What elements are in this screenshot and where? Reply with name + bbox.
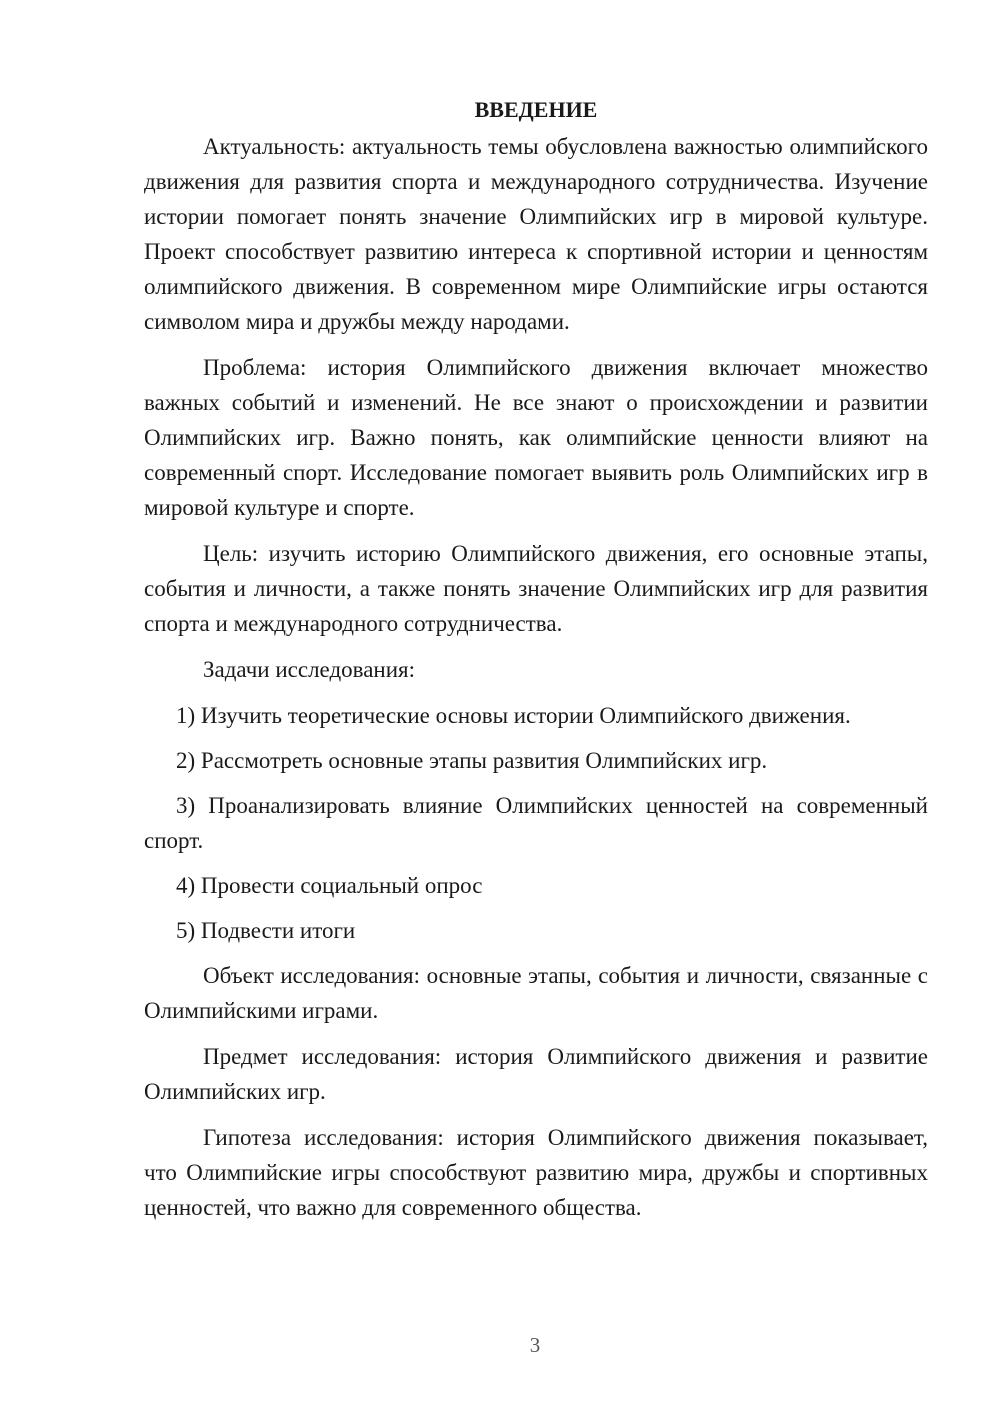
section-title: ВВЕДЕНИЕ xyxy=(474,97,598,122)
paragraph-hypothesis: Гипотеза исследования: история Олимпийского движения показывает, что Олимпийские игры способствуют развитию мира, дружбы и спортивных ценностей, что важно для современного общества. xyxy=(144,1125,928,1220)
task-item-2: 2) Рассмотреть основные этапы развития Олимпийских игр. xyxy=(176,748,768,773)
paragraph-goal: Цель: изучить историю Олимпийского движения, его основные этапы, события и личности, а также понять значение Олимпийских игр для развития спорта и международного сотрудничества. xyxy=(144,541,928,636)
task-item-3: 3) Проанализировать влияние Олимпийских ценностей на современный спорт. xyxy=(144,793,928,853)
task-item-5: 5) Подвести итоги xyxy=(176,918,356,943)
document-page xyxy=(144,92,928,1236)
paragraph-relevance: Актуальность: актуальность темы обусловлена важностью олимпийского движения для развития спорта и международного сотрудничества. Изучение истории помогает понять значение Олимпийских игр в мировой культуре. Проект способствует развитию интереса к спортивной истории и ценностям олимпийского движения. В современном мире Олимпийские игры остаются символом мира и дружбы между народами. xyxy=(144,134,928,334)
paragraph-problem: Проблема: история Олимпийского движения включает множество важных событий и изменений. Не все знают о происхождении и развитии Олимпийских игр. Важно понять, как олимпийские ценности влияют на современный спорт. Исследование помогает выявить роль Олимпийских игр в мировой культуре и спорте. xyxy=(144,355,928,520)
task-item-4: 4) Провести социальный опрос xyxy=(176,873,483,898)
paragraph-object: Объект исследования: основные этапы, события и личности, связанные с Олимпийскими играми. xyxy=(144,963,928,1023)
page-number: 3 xyxy=(529,1333,541,1357)
paragraph-tasks-heading: Задачи исследования: xyxy=(203,657,416,682)
task-item-1: 1) Изучить теоретические основы истории Олимпийского движения. xyxy=(176,703,851,728)
paragraph-subject: Предмет исследования: история Олимпийского движения и развитие Олимпийских игр. xyxy=(144,1044,928,1104)
